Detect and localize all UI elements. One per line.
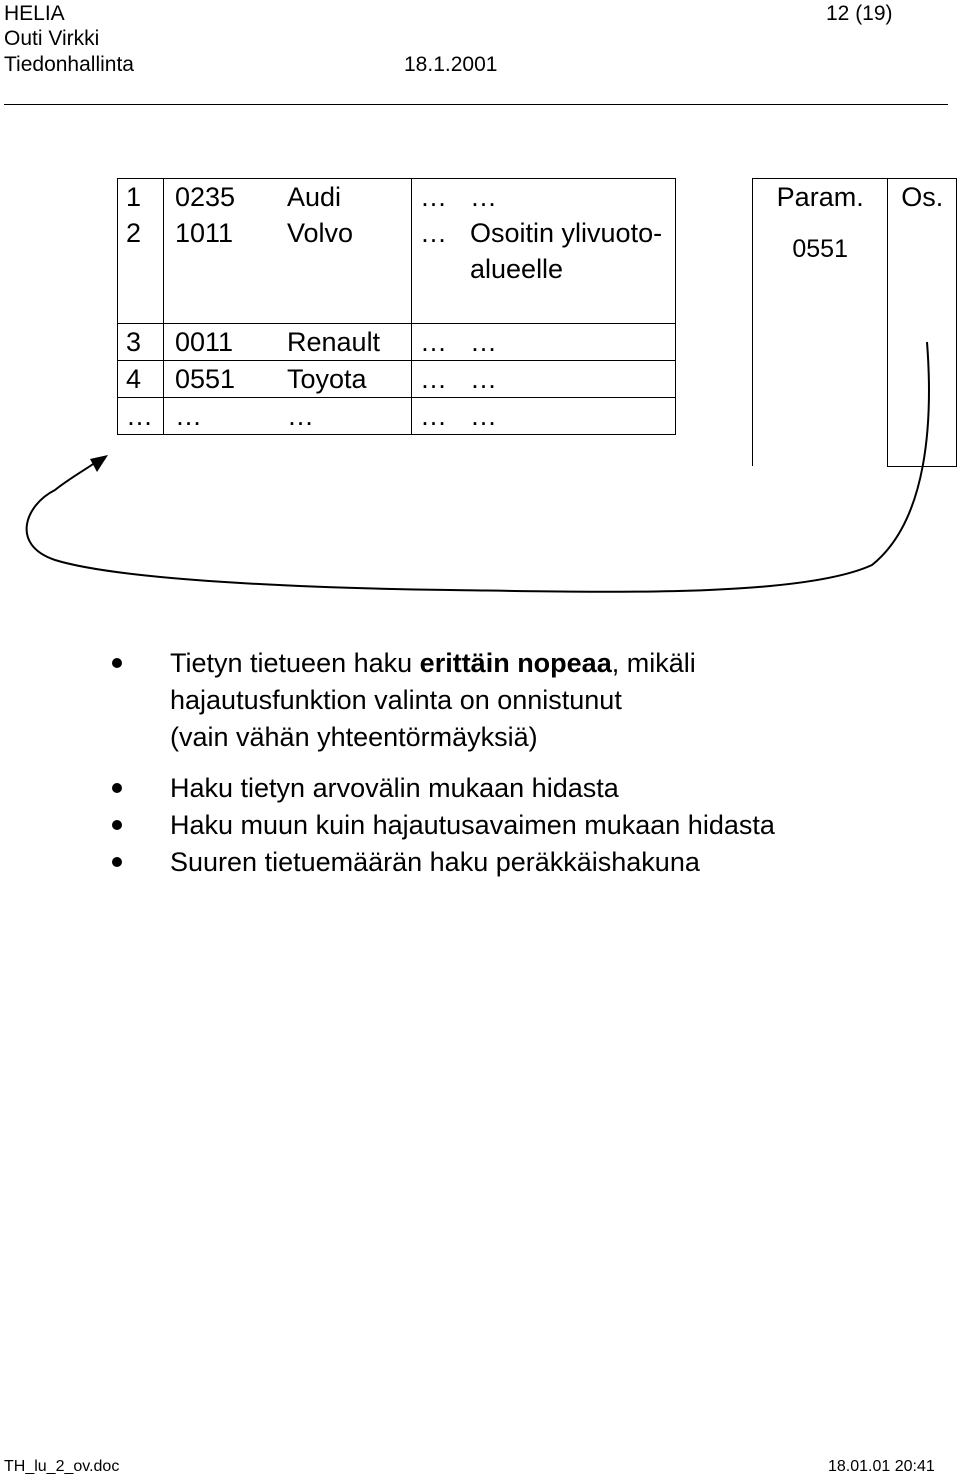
cell-index: 3 [118,324,164,361]
header-org: HELIA [4,2,65,25]
bullet1-text-pre: Tietyn tietueen haku [170,648,420,678]
pointer-arrow [0,0,960,620]
cell-key: 0551 [164,361,286,398]
bullet-icon [112,658,122,668]
cell-col5: … [470,361,676,398]
cell-index: 4 [118,361,164,398]
header-author: Outi Virkki [4,27,100,50]
bullet3-text: Haku muun kuin hajautusavaimen mukaan hidasta [170,810,775,840]
list-item [110,645,775,756]
pointer-arrow-line [27,342,929,592]
list-item [110,807,775,844]
bullet4-text: Suuren tietuemäärän haku peräkkäishakuna [170,847,700,877]
bullet1-text-bold: erittäin nopeaa [419,648,612,678]
cell-make: … [285,398,412,435]
cell-make: Renault [285,324,412,361]
param-value: 0551 [792,235,848,263]
footer-timestamp: 18.01.01 20:41 [828,1458,935,1475]
cell-key: … [164,398,286,435]
cell-col4: … [412,398,471,435]
list-item [110,844,775,881]
list-item [110,770,775,807]
cell-col5: … [470,179,676,216]
cell-key: 0011 [164,324,286,361]
cell-overflow-pointer: Osoitin ylivuoto-alueelle [470,215,676,324]
os-header: Os. [901,182,944,212]
bullet-icon [112,820,122,830]
footer-filename: TH_lu_2_ov.doc [4,1458,120,1475]
cell-col4: … [420,218,447,248]
bullet-list [110,645,775,881]
cell-index: 1 [118,179,164,216]
cell-make: Volvo [285,215,412,324]
bullet2-text: Haku tietyn arvovälin mukaan hidasta [170,773,619,803]
cell-col5: … [470,324,676,361]
cell-key: 0235 [164,179,286,216]
header-course: Tiedonhallinta [4,53,134,76]
bullet-icon [112,857,122,867]
pointer-arrow-head [90,455,108,472]
param-header: Param. [776,182,864,212]
cell-col4: … [412,179,471,216]
bullet1-line2: hajautusfunktion valinta on onnistunut [170,685,622,715]
bullet1-line3: (vain vähän yhteentörmäyksiä) [170,722,538,752]
cell-make: Audi [285,179,412,216]
cell-col5: … [470,398,676,435]
cell-key: 1011 [175,218,234,248]
cell-col4: … [412,361,471,398]
cell-make: Toyota [285,361,412,398]
header-date: 18.1.2001 [404,53,498,76]
bullet1-text-post: , mikäli [611,648,696,678]
cell-col4: … [412,324,471,361]
cell-index: … [118,398,164,435]
cell-index: 2 [118,215,164,324]
bullet-icon [112,783,122,793]
header-page-number: 12 (19) [826,2,893,25]
